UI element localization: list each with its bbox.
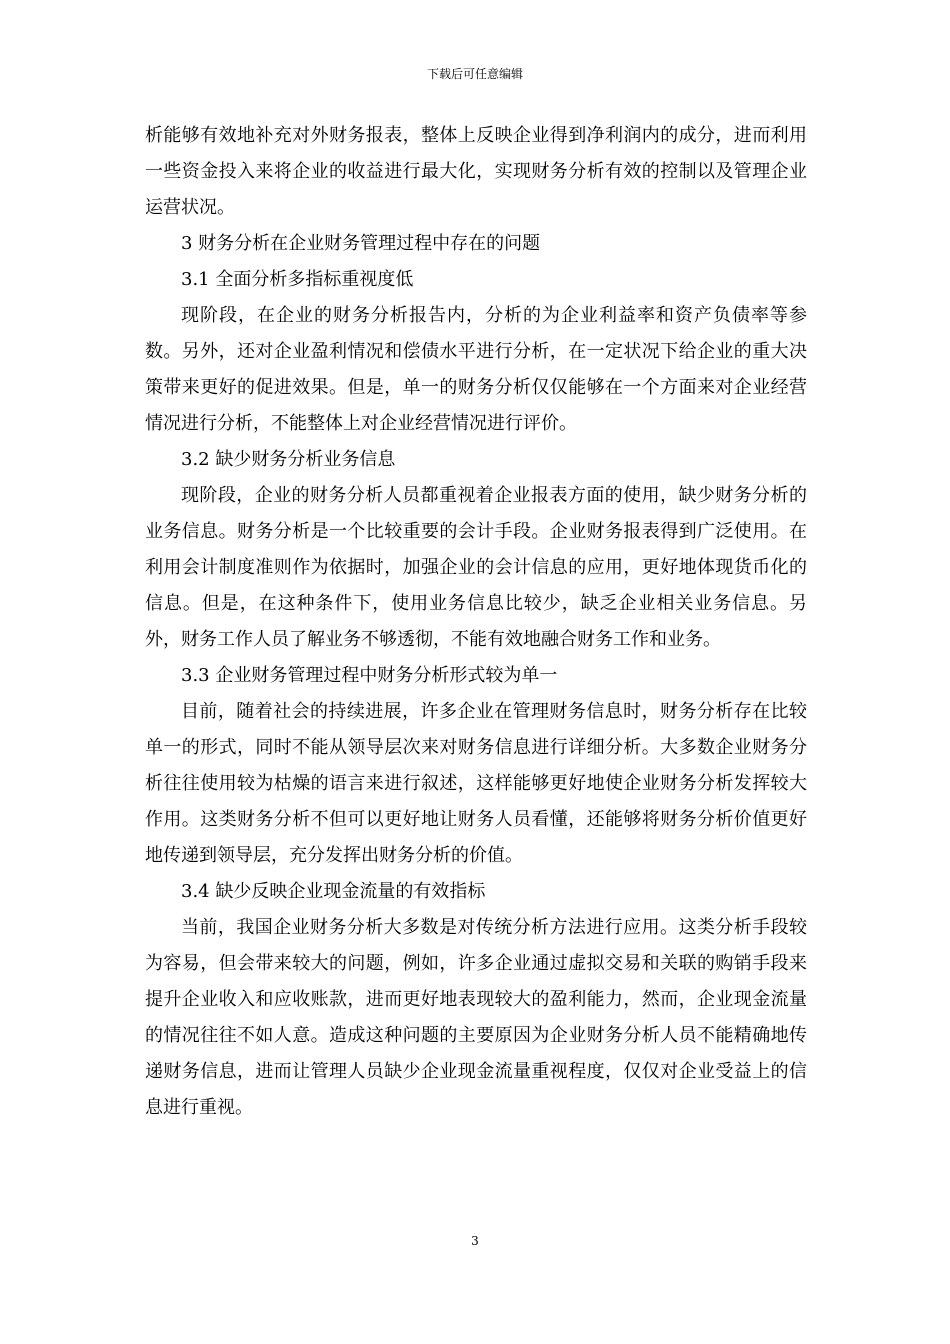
page-content [145,118,807,1126]
page-header: 下载后可任意编辑 [426,67,523,81]
paragraph-3-1: 现阶段，在企业的财务分析报告内，分析的为企业利益率和资产负债率等参数。另外，还对企业盈利情况和偿债水平进行分析，在一定状况下给企业的重大决策带来更好的促进效果。但是，单一的财务分析仅仅能够在一个方面来对企业经营情况进行分析，不能整体上对企业经营情况进行评价。 [145,305,807,434]
section-heading-3: 3 财务分析在企业财务管理过程中存在的问题 [181,233,541,254]
subsection-heading-3-1: 3.1 全面分析多指标重视度低 [181,269,414,290]
paragraph-3-3: 目前，随着社会的持续进展，许多企业在管理财务信息时，财务分析存在比较单一的形式，同时不能从领导层次来对财务信息进行详细分析。大多数企业财务分析往往使用较为枯燥的语言来进行叙述，这样能够更好地使企业财务分析发挥较大作用。这类财务分析不但可以更好地让财务人员看懂，还能够将财务分析价值更好地传递到领导层，充分发挥出财务分析的价值。 [145,701,807,866]
page-number: 3 [471,1234,479,1248]
subsection-heading-3-4: 3.4 缺少反映企业现金流量的有效指标 [181,881,486,902]
paragraph-continued: 析能够有效地补充对外财务报表，整体上反映企业得到净利润内的成分，进而利用一些资金投入来将企业的收益进行最大化，实现财务分析有效的控制以及管理企业运营状况。 [145,125,807,218]
paragraph-3-4: 当前，我国企业财务分析大多数是对传统分析方法进行应用。这类分析手段较为容易，但会带来较大的问题，例如，许多企业通过虚拟交易和关联的购销手段来提升企业收入和应收账款，进而更好地表现较大的盈利能力，然而，企业现金流量的情况往往不如人意。造成这种问题的主要原因为企业财务分析人员不能精确地传递财务信息，进而让管理人员缺少企业现金流量重视程度，仅仅对企业受益上的信息进行重视。 [145,917,807,1118]
subsection-heading-3-2: 3.2 缺少财务分析业务信息 [181,449,396,470]
subsection-heading-3-3: 3.3 企业财务管理过程中财务分析形式较为单一 [181,665,558,686]
paragraph-3-2: 现阶段，企业的财务分析人员都重视着企业报表方面的使用，缺少财务分析的业务信息。财务分析是一个比较重要的会计手段。企业财务报表得到广泛使用。在利用会计制度准则作为依据时，加强企业的会计信息的应用，更好地体现货币化的信息。但是，在这种条件下，使用业务信息比较少，缺乏企业相关业务信息。另外，财务工作人员了解业务不够透彻，不能有效地融合财务工作和业务。 [145,485,807,650]
